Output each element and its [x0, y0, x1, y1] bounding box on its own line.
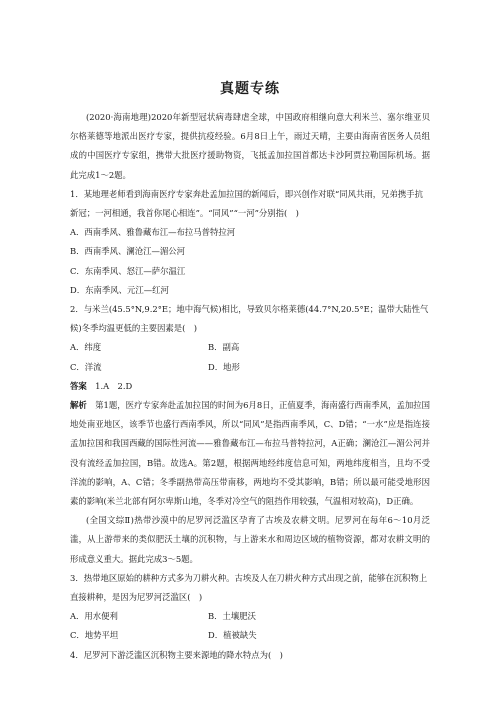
page-title: 真题专练: [220, 81, 280, 97]
intro-passage-2: (全国文综Ⅱ)热带沙漠中的尼罗河泛滥区孕育了古埃及农耕文明。尼罗河在每年6～10月泛滥，从上游带来的类似肥沃土壤的沉积物，与上游来水和周边区域的植物资源，都对农耕文明的形成意义重大。据此完成3～5题。: [70, 515, 430, 564]
question-3-option-d: D．植被缺失: [208, 630, 257, 641]
answer-line: [70, 377, 430, 396]
question-2-option-a: A．纬度: [70, 342, 102, 353]
analysis-label: 解析: [70, 400, 87, 411]
question-3-option-a: A．用水便利: [70, 611, 118, 622]
question-2-option-b: B．副高: [208, 342, 240, 353]
question-2-options-row-2: [70, 358, 430, 377]
question-1-option-b: B．西南季风、澜沧江—湄公河: [70, 246, 186, 257]
answer-text: 1.A 2.D: [95, 380, 133, 391]
answer-label: 答案: [70, 380, 87, 391]
question-3-stem: 3．热带地区原始的耕种方式多为刀耕火种。古埃及人在刀耕火种方式出现之前，能够在沉积物上直接耕种，是因为尼罗河泛滥区( ): [70, 572, 428, 603]
question-1-option-d: D．东南季风、元江—红河: [70, 284, 169, 295]
intro-passage-1: (2020·海南地理)2020年新型冠状病毒肆虐全球，中国政府相继向意大利米兰、塞尔维亚贝尔格莱德等地派出医疗专家，提供抗疫经验。6月8日上午，雨过天晴，主要由海南省医务人员组成的中国医疗专家组，携带大批医疗援助物资，飞抵孟加拉国首都达卡沙阿贾拉勒国际机场。据此完成1～2题。: [70, 112, 430, 180]
document-body: [70, 108, 430, 665]
question-3-option-b: B．土壤肥沃: [208, 611, 257, 622]
question-2-option-d: D．地形: [208, 361, 240, 372]
question-2-stem: 2．与米兰(45.5°N,9.2°E；地中海气候)相比，导致贝尔格莱德(44.7°N,20.5°E；温带大陆性气候)冬季均温更低的主要因素是( ): [70, 304, 429, 334]
question-2-option-c: C．洋流: [70, 361, 102, 372]
question-3-option-c: C．地势平坦: [70, 630, 119, 641]
question-1-stem: 1．某地理老师看到海南医疗专家奔赴孟加拉国的新闻后，即兴创作对联“同风共雨，兄弟携手抗新冠；一河相通，我首你尾心相连”。“同风”“一河”分别指( ): [70, 188, 423, 219]
question-2-options-row-1: [70, 338, 430, 357]
question-3-options-row-1: [70, 607, 430, 626]
question-3-options-row-2: [70, 626, 430, 645]
analysis-paragraph: [70, 396, 430, 511]
question-4-stem: 4．尼罗河下游泛滥区沉积物主要来源地的降水特点为( ): [70, 649, 283, 660]
question-1-option-c: C．东南季风、怒江—萨尔温江: [70, 265, 186, 276]
question-1-option-a: A．西南季风、雅鲁藏布江—布拉马普特拉河: [70, 227, 236, 238]
analysis-text: 第1题，医疗专家奔赴孟加拉国的时间为6月8日，正值夏季，海南盛行西南季风，孟加拉国地处南亚地区，该季节也盛行西南季风，所以“同风”是指西南季风，C、D错；“一水”应是指连接孟加拉国和我国西藏的国际性河流——雅鲁藏布江—布拉马普特拉河，A正确；澜沧江—湄公河并没有流经孟加拉国，B错。故选A。第2题，根据两地经纬度信息可知，两地纬度相当，且均不受洋流的影响，A、C错；冬季副热带高压带南移，两地均不受其影响，B错；所以最可能受地形因素的影响(米兰北部有阿尔卑斯山地，冬季对冷空气的阻挡作用较强，气温相对较高)，D正确。: [70, 400, 431, 507]
